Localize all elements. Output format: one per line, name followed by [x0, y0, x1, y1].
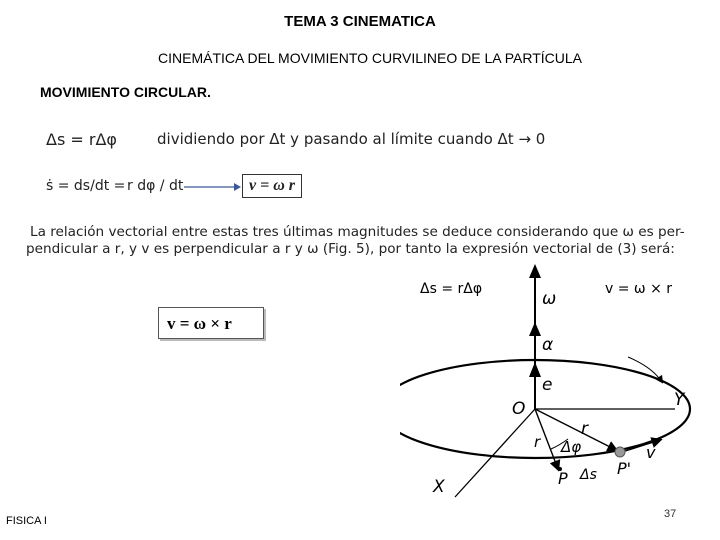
- label-v: v: [646, 443, 656, 462]
- label-origin: O: [512, 399, 526, 419]
- page-title: TEMA 3 CINEMATICA: [284, 13, 436, 30]
- label-p: P: [558, 469, 568, 488]
- label-r: r: [581, 419, 588, 439]
- page-subtitle: CINEMÁTICA DEL MOVIMIENTO CURVILINEO DE LA PARTÍCULA: [158, 50, 582, 66]
- label-e: e: [542, 375, 553, 395]
- point-p-prime: [615, 447, 625, 457]
- label-alpha: α: [542, 335, 554, 355]
- page-number: 37: [664, 508, 677, 520]
- equation-note: dividiendo por Δt y pasando al límite cuando Δt → 0: [157, 130, 546, 148]
- course-label: FISICA I: [6, 515, 47, 527]
- label-delta-phi: Δφ: [561, 438, 582, 456]
- equation-speed-boxed: v = ω r: [242, 174, 302, 198]
- section-heading: MOVIMIENTO CIRCULAR.: [40, 84, 211, 100]
- equation-arc-length: Δs = rΔφ: [46, 130, 117, 149]
- vector-equation-box: v = ω × r: [158, 307, 264, 339]
- label-r-prime: r: [534, 433, 541, 451]
- equation-speed-mid: r dφ / dt: [127, 178, 184, 194]
- label-delta-s-arc: Δs: [580, 467, 597, 483]
- circular-motion-diagram: [400, 262, 700, 502]
- arrow-to-box: [180, 178, 242, 194]
- paragraph-line-1: La relación vectorial entre estas tres últimas magnitudes se deduce considerando que ω es per-: [30, 224, 685, 240]
- label-v-cross: v = ω × r: [605, 281, 673, 297]
- label-delta-s-eq: Δs = rΔφ: [420, 281, 483, 297]
- equation-speed-left: ṡ = ds/dt =: [46, 178, 126, 194]
- label-y-axis: Y: [674, 390, 685, 410]
- label-x-axis: X: [433, 477, 445, 497]
- label-p-prime: P': [617, 459, 632, 478]
- paragraph-line-2: pendicular a r, y v es perpendicular a r y ω (Fig. 5), por tanto la expresión vectorial de (3) será:: [26, 241, 675, 257]
- label-omega: ω: [542, 289, 557, 309]
